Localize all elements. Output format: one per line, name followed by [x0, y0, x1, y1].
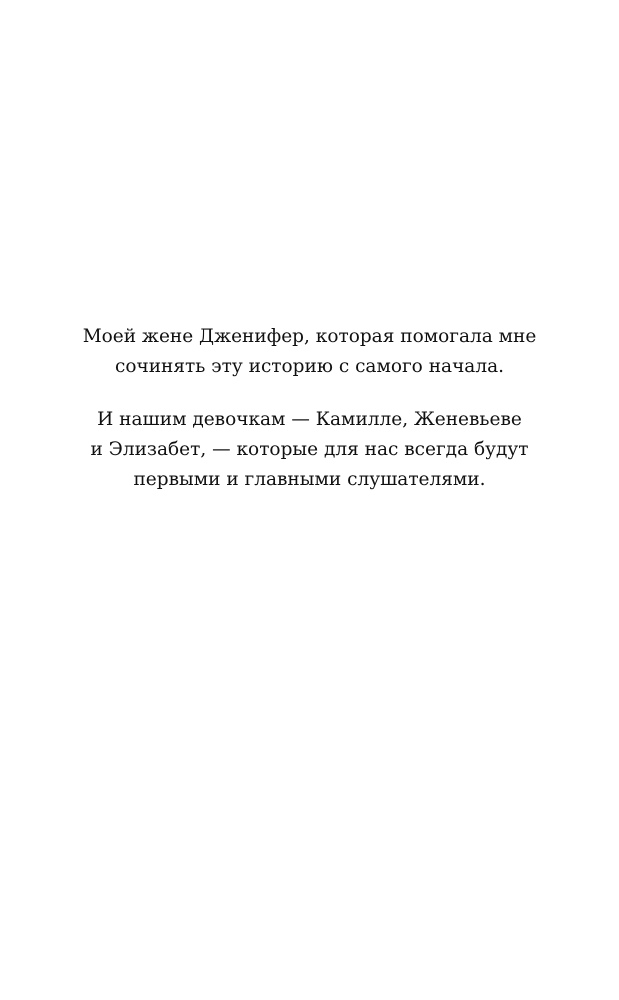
dedication-line: и Элизабет, — которые для нас всегда будут	[90, 439, 529, 460]
dedication-paragraph-2	[40, 405, 579, 495]
dedication-line: Моей жене Дженифер, которая помогала мне	[82, 326, 537, 347]
dedication-paragraph-1	[40, 322, 579, 382]
dedication-line: сочинять эту историю с самого начала.	[115, 356, 504, 377]
dedication-line: первыми и главными слушателями.	[133, 469, 486, 490]
dedication	[40, 322, 579, 495]
dedication-line: И нашим девочкам — Камилле, Женевьеве	[97, 409, 522, 430]
